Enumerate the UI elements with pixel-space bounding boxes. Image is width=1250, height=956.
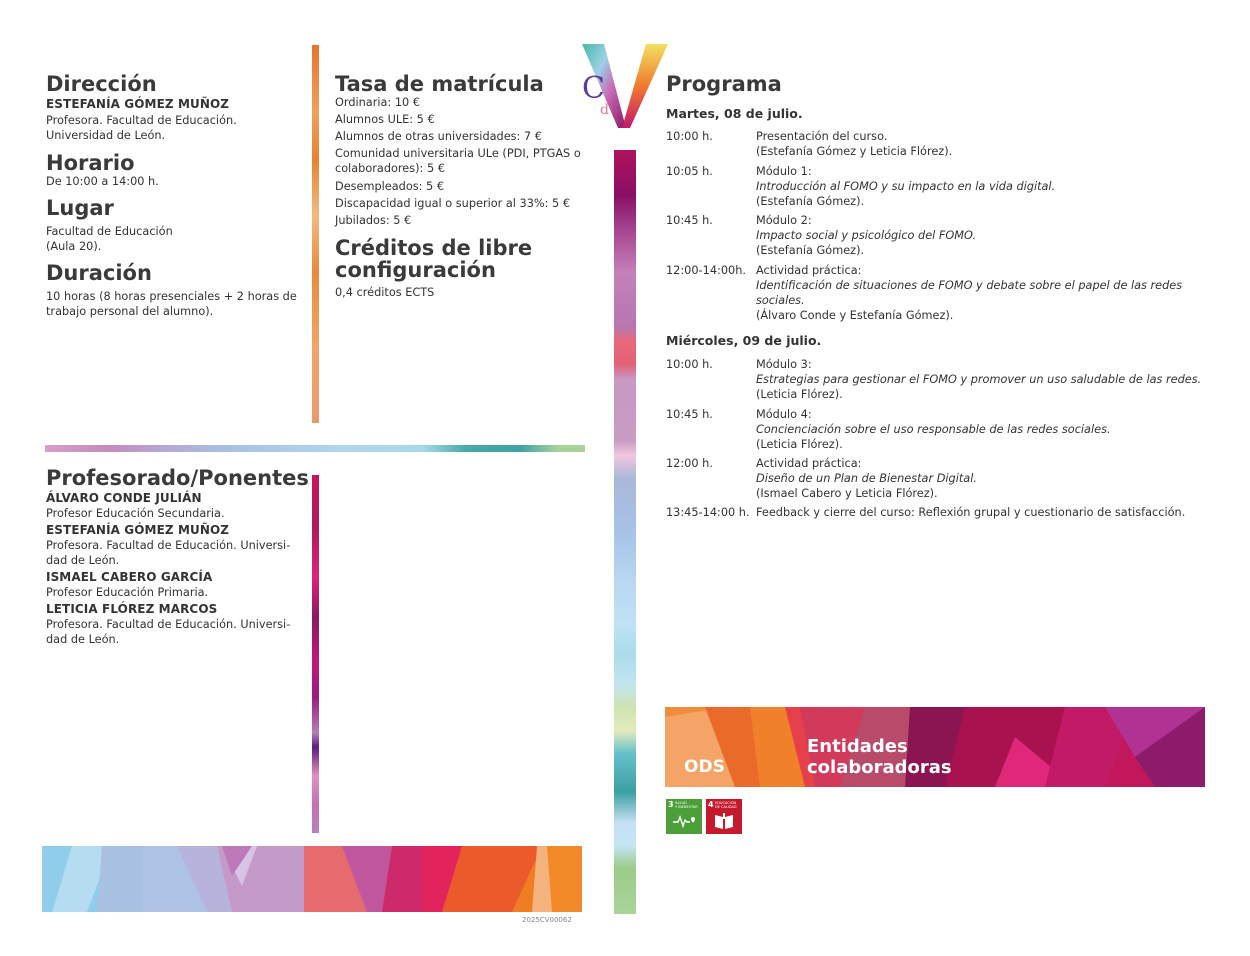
logo-icon — [582, 42, 672, 132]
ponente-3-line-1: Profesor Educación Primaria. — [46, 586, 209, 599]
program-time: 10:00 h. — [666, 358, 713, 371]
heartbeat-icon — [672, 813, 696, 829]
program-line: (Leticia Flórez). — [756, 438, 843, 451]
tasa-title: Tasa de matrícula — [335, 72, 544, 96]
ponente-4-name: LETICIA FLÓREZ MARCOS — [46, 602, 218, 616]
program-time: 12:00 h. — [666, 457, 713, 470]
program-line: (Estefanía Gómez y Leticia Flórez). — [756, 145, 953, 158]
program-desc — [756, 129, 1206, 159]
ponente-3-name: ISMAEL CABERO GARCÍA — [46, 570, 213, 584]
svg-text:d: d — [600, 102, 609, 118]
day-2-heading: Miércoles, 09 de julio. — [666, 333, 822, 348]
profesorado-title: Profesorado/Ponentes — [46, 466, 309, 490]
program-line: Módulo 4: — [756, 408, 812, 421]
polygon-pattern — [42, 846, 582, 912]
program-line: Introducción al FOMO y su impacto en la vida digital. — [756, 180, 1056, 193]
program-desc — [756, 505, 1236, 520]
creditos-title-1: Créditos de libre — [335, 236, 533, 260]
duracion-line-1: 10 horas (8 horas presenciales + 2 horas de — [46, 290, 297, 303]
creditos-line: 0,4 créditos ECTS — [335, 286, 435, 299]
program-line: Presentación del curso. — [756, 130, 888, 143]
cursos-verano-logo — [582, 42, 672, 132]
horario-title: Horario — [46, 151, 135, 175]
program-line: Concienciación sobre el uso responsable de las redes sociales. — [756, 423, 1111, 436]
lugar-title: Lugar — [46, 196, 114, 220]
ods-3-label-2: Y BIENESTAR — [675, 805, 698, 809]
program-desc — [756, 407, 1206, 452]
program-line: Módulo 1: — [756, 165, 812, 178]
ponente-4-line-1: Profesora. Facultad de Educación. Universi- — [46, 618, 291, 631]
tasa-line-2: Alumnos ULE: 5 € — [335, 113, 435, 126]
program-desc — [756, 456, 1206, 501]
programa-title: Programa — [666, 72, 782, 96]
ods-entidades-banner — [665, 707, 1205, 787]
ods-4-label-1: EDUCACIÓN — [715, 801, 737, 805]
program-time: 10:05 h. — [666, 165, 713, 178]
ods-label: ODS — [684, 757, 725, 777]
program-desc — [756, 357, 1206, 402]
ponente-1-line-1: Profesor Educación Secundaria. — [46, 507, 225, 520]
program-line: Diseño de un Plan de Bienestar Digital. — [756, 472, 977, 485]
lugar-line-2: (Aula 20). — [46, 240, 102, 253]
program-line: Actividad práctica: — [756, 264, 862, 277]
ponente-4-line-2: dad de León. — [46, 633, 120, 646]
program-line: Identificación de situaciones de FOMO y debate sobre el papel de las redes — [756, 279, 1183, 292]
tasa-line-1: Ordinaria: 10 € — [335, 96, 420, 109]
duracion-line-2: trabajo personal del alumno). — [46, 305, 214, 318]
tasa-line-7: Discapacidad igual o superior al 33%: 5 € — [335, 197, 571, 210]
entidades-label-2: colaboradoras — [807, 757, 952, 778]
ods-4-number: 4 — [708, 800, 714, 809]
program-line: (Leticia Flórez). — [756, 388, 843, 401]
horario-line: De 10:00 a 14:00 h. — [46, 175, 159, 188]
program-time: 12:00-14:00h. — [666, 264, 746, 277]
program-time: 10:00 h. — [666, 130, 713, 143]
book-icon — [713, 812, 735, 830]
direccion-line-2: Universidad de León. — [46, 129, 166, 142]
program-line: Estrategias para gestionar el FOMO y promover un uso saludable de las redes. — [756, 373, 1202, 386]
program-line: Actividad práctica: — [756, 457, 862, 470]
program-line: Módulo 3: — [756, 358, 812, 371]
ponente-2-line-1: Profesora. Facultad de Educación. Universi- — [46, 539, 291, 552]
ods-3-number: 3 — [668, 800, 674, 809]
program-line: (Álvaro Conde y Estefanía Gómez). — [756, 309, 954, 322]
decor-bar-center — [614, 150, 636, 914]
direccion-name: ESTEFANÍA GÓMEZ MUÑOZ — [46, 97, 230, 111]
entidades-label-1: Entidades — [807, 736, 908, 757]
decor-bar-left-top — [312, 45, 319, 423]
program-line: (Estefanía Gómez). — [756, 244, 865, 257]
program-line: sociales. — [756, 294, 805, 307]
decor-bar-horizontal — [45, 445, 585, 452]
program-time: 13:45-14:00 h. — [666, 506, 750, 519]
program-line: (Ismael Cabero y Leticia Flórez). — [756, 487, 938, 500]
program-line: Impacto social y psicológico del FOMO. — [756, 229, 977, 242]
duracion-title: Duración — [46, 261, 152, 285]
ods-3-badge — [666, 799, 702, 834]
day-1-heading: Martes, 08 de julio. — [666, 106, 803, 121]
footer-code: 2025CV00062 — [522, 916, 572, 924]
tasa-line-3: Alumnos de otras universidades: 7 € — [335, 130, 542, 143]
program-time: 10:45 h. — [666, 408, 713, 421]
program-line: (Estefanía Gómez). — [756, 195, 865, 208]
direccion-title: Dirección — [46, 72, 157, 96]
program-desc — [756, 164, 1206, 209]
decor-band-bottom — [42, 846, 582, 912]
ponente-1-name: ÁLVARO CONDE JULIÁN — [46, 491, 202, 505]
tasa-line-5: colaboradores): 5 € — [335, 162, 445, 175]
program-desc — [756, 263, 1206, 323]
program-desc — [756, 213, 1206, 258]
program-time: 10:45 h. — [666, 214, 713, 227]
ods-4-label-2: DE CALIDAD — [715, 805, 737, 809]
program-line: Módulo 2: — [756, 214, 812, 227]
tasa-line-6: Desempleados: 5 € — [335, 180, 445, 193]
lugar-line-1: Facultad de Educación — [46, 225, 173, 238]
ponente-2-name: ESTEFANÍA GÓMEZ MUÑOZ — [46, 523, 230, 537]
ponente-2-line-2: dad de León. — [46, 554, 120, 567]
tasa-line-8: Jubilados: 5 € — [335, 214, 412, 227]
svg-text:C: C — [582, 71, 605, 106]
ods-4-badge — [706, 799, 742, 834]
decor-bar-left-bottom — [312, 475, 319, 833]
tasa-line-4: Comunidad universitaria ULe (PDI, PTGAS o — [335, 147, 581, 160]
ods-3-label-1: SALUD — [675, 801, 687, 805]
program-line: Feedback y cierre del curso: Reflexión grupal y cuestionario de satisfacción. — [756, 506, 1186, 519]
direccion-line-1: Profesora. Facultad de Educación. — [46, 114, 237, 127]
creditos-title-2: configuración — [335, 258, 496, 282]
